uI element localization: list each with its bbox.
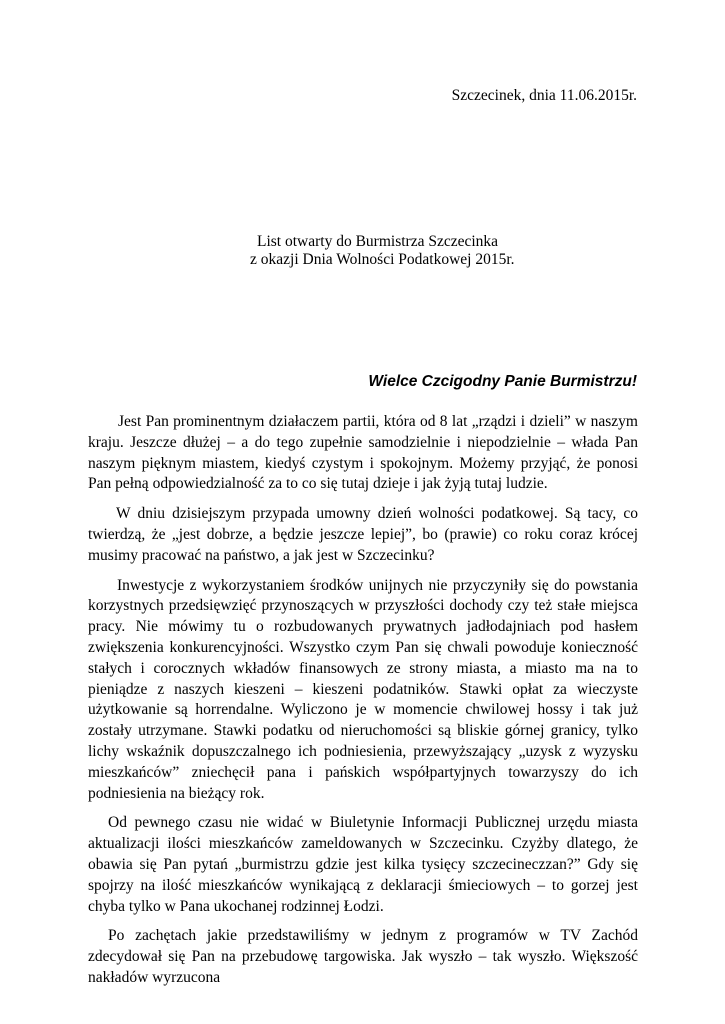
title-line-2: z okazji Dnia Wolności Podatkowej 2015r. — [250, 251, 515, 268]
salutation: Wielce Czcigodny Panie Burmistrzu! — [368, 373, 637, 390]
letter-body — [88, 412, 638, 998]
paragraph-1: Jest Pan prominentnym działaczem partii, która od 8 lat „rządzi i dzieli” w naszym kraju. Jeszcze dłużej – a do tego zupełnie samodzielnie i niepodzielnie – włada Pan naszym pięknym miastem, kiedyś czystym i spokojnym. Możemy przyjąć, że ponosi Pan pełną odpowiedzialność za to co się tutaj dzieje i jak żyją tutaj ludzie. — [88, 413, 638, 493]
place-date: Szczecinek, dnia 11.06.2015r. — [451, 87, 637, 104]
title-line-1: List otwarty do Burmistrza Szczecinka — [257, 233, 499, 250]
paragraph-2: W dniu dzisiejszym przypada umowny dzień wolności podatkowej. Są tacy, co twierdzą, że „jest dobrze, a będzie jeszcze lepiej”, bo (prawie) co roku coraz krócej musimy pracować na państwo, a jak jest w Szczecinku? — [88, 505, 638, 564]
paragraph-5: Po zachętach jakie przedstawiliśmy w jednym z programów w TV Zachód zdecydował się Pan na przebudowę targowiska. Jak wyszło – tak wyszło. Większość nakładów wyrzucona — [88, 927, 638, 986]
paragraph-4: Od pewnego czasu nie widać w Biuletynie Informacji Publicznej urzędu miasta aktualizacji ilości mieszkańców zameldowanych w Szczecinku. Czyżby dlatego, że obawia się Pan pytań „burmistrzu gdzie jest kilka tysięcy szczecineczzan?” Gdy się spojrzy na ilość mieszkańców wynikającą z deklaracji śmieciowych – to gorzej jest chyba tylko w Pana ukochanej rodzinnej Łodzi. — [88, 814, 638, 915]
paragraph-3: Inwestycje z wykorzystaniem środków unijnych nie przyczyniły się do powstania korzystnych przedsięwzięć przynoszących w przyszłości dochody czy też stałe miejsca pracy. Nie mówimy tu o rozbudowanych prywatnych jadłodajniach pod hasłem zwiększenia konkurencyjności. Wszystko czym Pan się chwali powoduje konieczność stałych i corocznych wkładów finansowych ze strony miasta, a miasto ma na to pieniądze z naszych kieszeni – kieszeni podatników. Stawki opłat za wieczyste użytkowanie są horrendalne. Wyliczono je w momencie chwilowej hossy i tak już zostały utrzymane. Stawki podatku od nieruchomości są bliskie górnej granicy, tylko lichy wskaźnik dopuszczalnego ich podniesienia, przewyższający „uzysk z wyzysku mieszkańców” zniechęcił pana i pańskich współpartyjnych towarzyszy do ich podniesienia na bieżący rok. — [88, 576, 638, 802]
